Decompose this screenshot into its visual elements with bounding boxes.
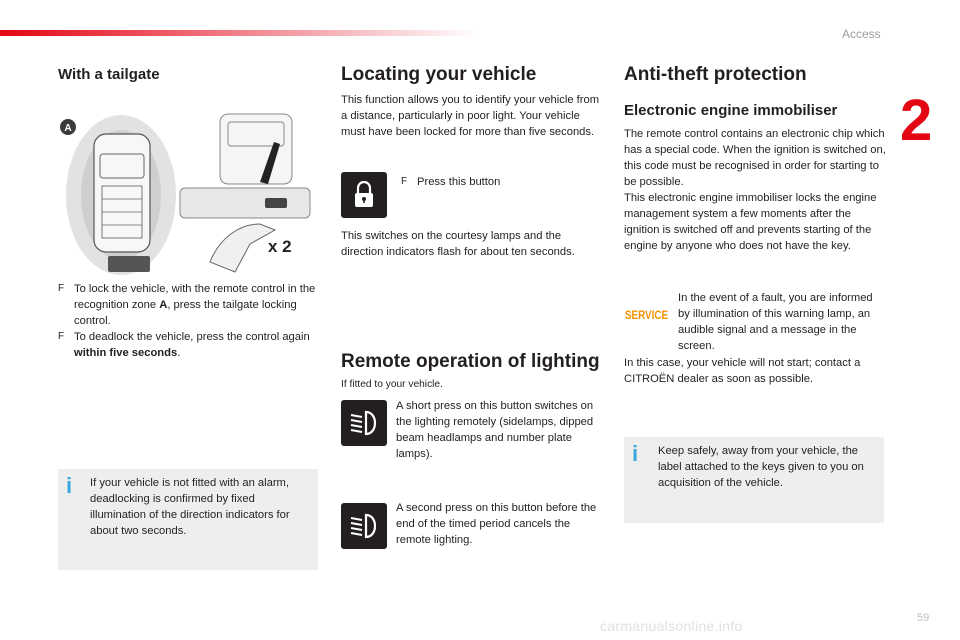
contact-text: In this case, your vehicle will not start; contact a CITROËN dealer as soon as possible. <box>624 357 861 385</box>
alarm-note-text: If your vehicle is not fitted with an alarm, deadlocking is confirmed by fixed illumination of the direction indicators for about two seconds. <box>90 477 290 537</box>
bullet-marker: F <box>401 176 408 187</box>
bullet-lock <box>58 281 320 329</box>
tailgate-zone-illustration <box>60 112 322 276</box>
short-press-text: A short press on this button switches on the lighting remotely (sidelamps, dipped beam headlamps and number plate lamps). <box>396 400 594 460</box>
anti-theft-heading: Anti-theft protection <box>624 64 807 85</box>
bullet-deadlock-text: To deadlock the vehicle, press the control again within five seconds. <box>74 331 310 359</box>
page-number: 59 <box>917 612 930 624</box>
bullet-marker: F <box>58 283 65 294</box>
chapter-number: 2 <box>900 88 933 153</box>
bullet-deadlock <box>58 329 320 361</box>
locating-result: This switches on the courtesy lamps and the direction indicators flash for about ten seconds. <box>341 230 575 258</box>
finger-press <box>210 224 275 272</box>
service-warning-icon <box>625 306 669 322</box>
remote-key-fob <box>108 256 150 272</box>
section-title: Access <box>842 27 881 41</box>
lock-button-icon <box>341 172 387 218</box>
bullet-lock-text: To lock the vehicle, with the remote control in the recognition zone A, press the tailgate locking control. <box>74 283 316 327</box>
headlamp-button-icon <box>341 503 387 549</box>
key-label-note-text: Keep safely, away from your vehicle, the label attached to the keys given to you on acquisition of the vehicle. <box>658 445 864 489</box>
service-label: SERVICE <box>625 310 669 322</box>
watermark: carmanualsonline.info <box>600 618 743 634</box>
fault-text: In the event of a fault, you are informed by illumination of this warning lamp, an audible signal and a message in the screen. <box>678 292 873 352</box>
bullet-marker: F <box>58 331 65 342</box>
press-count: x 2 <box>268 237 292 256</box>
locating-step-text: Press this button <box>417 176 501 188</box>
zone-label: A <box>64 123 72 134</box>
headlamp-button-icon <box>341 400 387 446</box>
header-accent-bar <box>0 30 480 36</box>
lighting-heading: Remote operation of lighting <box>341 351 600 372</box>
alarm-note-box <box>58 469 318 570</box>
lighting-fitted: If fitted to your vehicle. <box>341 379 443 390</box>
immobiliser-heading: Electronic engine immobiliser <box>624 102 838 119</box>
tailgate-rear-view <box>220 114 292 184</box>
tailgate-bullets <box>58 281 320 361</box>
key-label-note-box <box>624 437 884 523</box>
immobiliser-para-2: This electronic engine immobiliser locks the engine management system a few moments after the ignition is switched off and prevents starting of the engine by anyone who does not have the key. <box>624 192 877 252</box>
locating-step <box>401 174 601 190</box>
second-press-text: A second press on this button before the end of the timed period cancels the remote lighting. <box>396 502 597 546</box>
locating-heading: Locating your vehicle <box>341 64 537 85</box>
tailgate-heading: With a tailgate <box>58 66 160 83</box>
tailgate-handle <box>180 188 310 218</box>
tailgate-locking-control <box>265 198 287 208</box>
immobiliser-para-1: The remote control contains an electronic chip which has a special code. When the ignition is switched on, this code must be recognised in order for starting to be possible. <box>624 128 886 188</box>
info-icon: i <box>632 441 639 466</box>
info-icon: i <box>66 473 73 498</box>
locating-intro: This function allows you to identify your vehicle from a distance, particularly in poor light. Your vehicle must have been locked for more than five seconds. <box>341 94 600 138</box>
